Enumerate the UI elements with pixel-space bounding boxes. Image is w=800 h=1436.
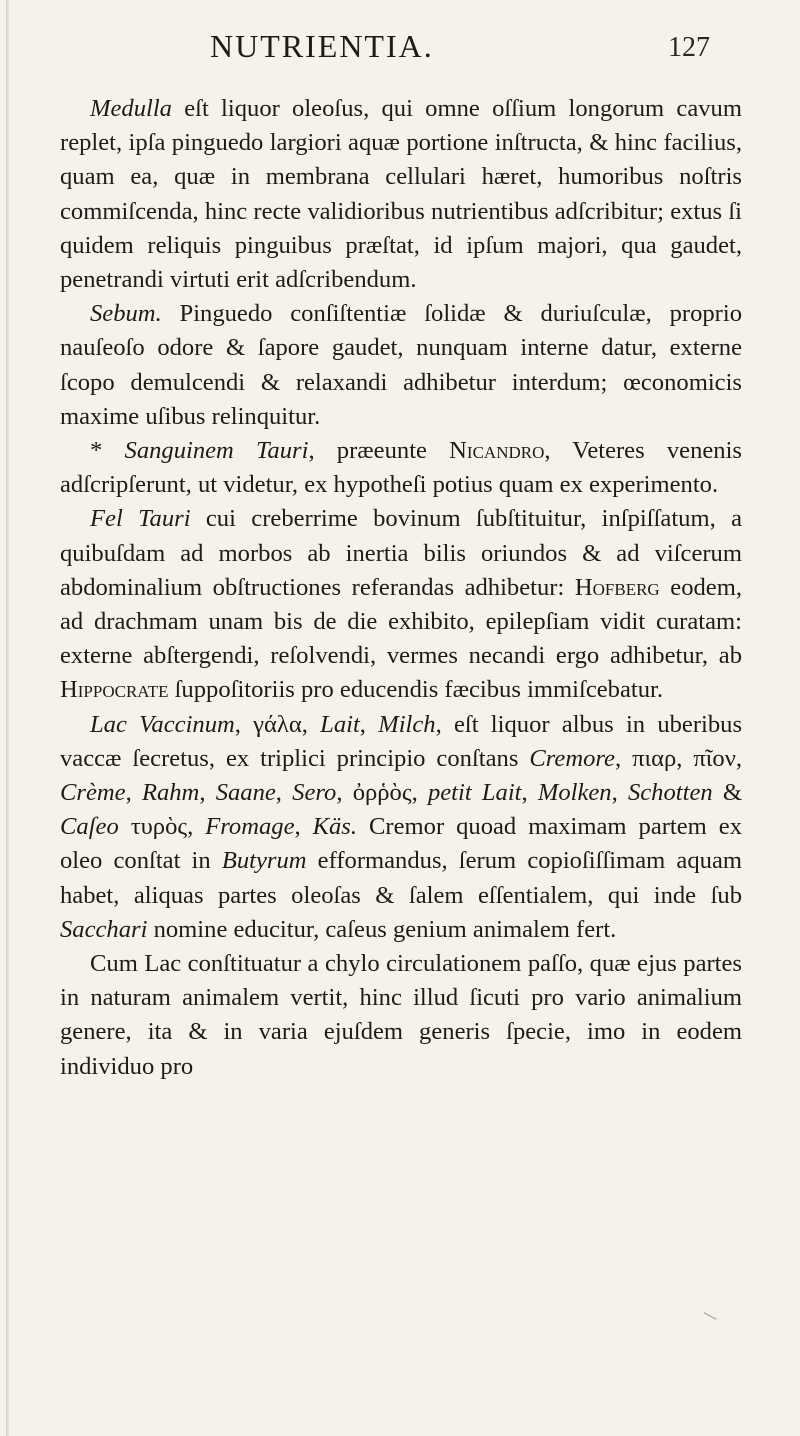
greek-term: πιαρ	[632, 744, 677, 772]
latin-term: Cremore	[529, 744, 615, 772]
text-fragment: ,	[336, 779, 353, 807]
vernacular-term: Käs.	[312, 813, 358, 841]
text-fragment: &	[712, 779, 742, 807]
latin-term: Sacchari	[60, 915, 148, 943]
vernacular-term: petit Lait	[427, 779, 522, 807]
paragraph-medulla	[60, 92, 742, 297]
paragraph-text: eodem, ad drachmam unam bis de die exhibito, epilepſiam vidit curatam: externe abſtergendi, reſolvendi, vermes necandi ergo adhibetur, ab	[60, 573, 742, 670]
running-head: NUTRIENTIA.	[210, 28, 434, 64]
vernacular-term: Lait	[320, 710, 360, 738]
body-text	[60, 92, 742, 1084]
paragraph-text: , præeunte	[308, 437, 450, 465]
vernacular-term: Milch	[378, 710, 436, 738]
vernacular-term: Rahm	[141, 779, 200, 807]
vernacular-term: Crème	[60, 779, 126, 807]
paragraph-text: cui creberrime bovinum ſubſtituitur, inſpiſſatum, a quibuſdam ad morbos ab inertia bilis oriundos & ad viſcerum abdominalium obſtructiones referandas adhibetur:	[60, 505, 742, 601]
entry-term: Medulla	[90, 95, 172, 122]
text-fragment: Cremor quoad maximam partem ex oleo conſtat in	[60, 813, 742, 875]
entry-term: Lac Vaccinum	[90, 710, 235, 738]
text-fragment: ,	[411, 779, 428, 807]
paragraph-text: Cum Lac conſtituatur a chylo circulationem paſſo, quæ ejus partes in naturam animalem vertit, hinc illud ſicuti pro vario animalium genere, ita & in varia ejuſdem generis ſpecie, imo in eodem individuo pro	[60, 950, 742, 1080]
page-number: 127	[668, 32, 710, 63]
vernacular-term: Saane	[215, 779, 276, 807]
paragraph-text: Pinguedo conſiſtentiæ ſolidæ & duriuſculæ, proprio nauſeoſo odore & ſapore gaudet, nunquam interne datur, externe ſcopo demulcendi & relaxandi adhibetur interdum; œconomicis maxime uſibus relinquitur.	[60, 300, 742, 430]
latin-term: Sero	[292, 779, 337, 807]
latin-term: Caſeo	[60, 813, 119, 841]
text-fragment: ,	[187, 813, 206, 841]
text-fragment: ,	[275, 779, 293, 807]
text-fragment: ,	[294, 813, 313, 841]
author-name: Hippocrate	[60, 676, 169, 704]
page-header	[90, 22, 710, 82]
paragraph-text: eſt liquor oleoſus, qui omne oſſium longorum cavum replet, ipſa pinguedo largiori aquæ portione inſtructa, & hinc facilius, quam ea, quæ in membrana cellulari hæret, humoribus noſtris commiſcenda, hinc recte validioribus nutrientibus adſcribitur; extus ſi quidem reliquis pinguibus præſtat, id ipſum majori, qua gaudet, penetrandi virtuti erit adſcribendum.	[60, 95, 742, 294]
author-name: Hofberg	[574, 573, 660, 601]
vernacular-term: Fromage	[205, 813, 295, 841]
text-fragment: ,	[359, 710, 379, 738]
entry-term: Fel Tauri	[90, 505, 191, 533]
paragraph-sebum	[60, 297, 742, 434]
entry-term: Sanguinem Tauri	[124, 437, 309, 465]
paragraph-text: , Veteres venenis adſcripſerunt, ut videtur, ex hypotheſi potius quam ex experimento.	[60, 437, 742, 499]
paragraph-sanguis-tauri	[60, 434, 742, 502]
text-fragment: ,	[301, 710, 321, 738]
text-fragment: nomine educitur, caſeus genium animalem fert.	[147, 915, 617, 943]
greek-term: τυρὸς	[130, 813, 188, 841]
text-fragment: ,	[199, 779, 216, 807]
text-fragment	[119, 813, 131, 840]
text-fragment: ,	[676, 744, 694, 772]
greek-term: πῖον	[693, 744, 736, 772]
author-name: Nicandro	[449, 437, 545, 465]
vernacular-term: Molken	[537, 779, 612, 807]
greek-term: ὀρῥὸς	[352, 779, 412, 807]
text-fragment: , eſt liquor albus in uberibus vaccæ ſecretus, ex triplici principio conſtans	[60, 710, 743, 772]
page-gutter-edge	[6, 0, 9, 1436]
footnote-asterisk: *	[90, 437, 125, 465]
text-fragment: ,	[234, 710, 254, 738]
vernacular-term: Schotten	[627, 779, 713, 807]
latin-term: Butyrum	[221, 847, 307, 875]
text-fragment: efformandus, ſerum copioſiſſimam aquam habet, aliquas partes oleoſas & ſalem eſſentialem, qui inde ſub	[60, 847, 742, 909]
paragraph-lac-vaccinum	[60, 708, 742, 947]
text-fragment: ,	[611, 779, 628, 807]
paragraph-text: ſuppoſitoriis pro educendis fæcibus immiſcebatur.	[168, 676, 663, 704]
text-fragment: ,	[521, 779, 538, 807]
paragraph-fel-tauri	[60, 502, 742, 707]
text-fragment: ,	[125, 779, 142, 807]
text-fragment: ,	[614, 744, 633, 772]
entry-term: Sebum.	[90, 300, 162, 328]
paragraph-lac-circulatio	[60, 947, 742, 1084]
stray-pen-mark	[704, 1305, 721, 1320]
text-fragment: ,	[735, 744, 742, 772]
greek-term: γάλα	[253, 710, 302, 738]
